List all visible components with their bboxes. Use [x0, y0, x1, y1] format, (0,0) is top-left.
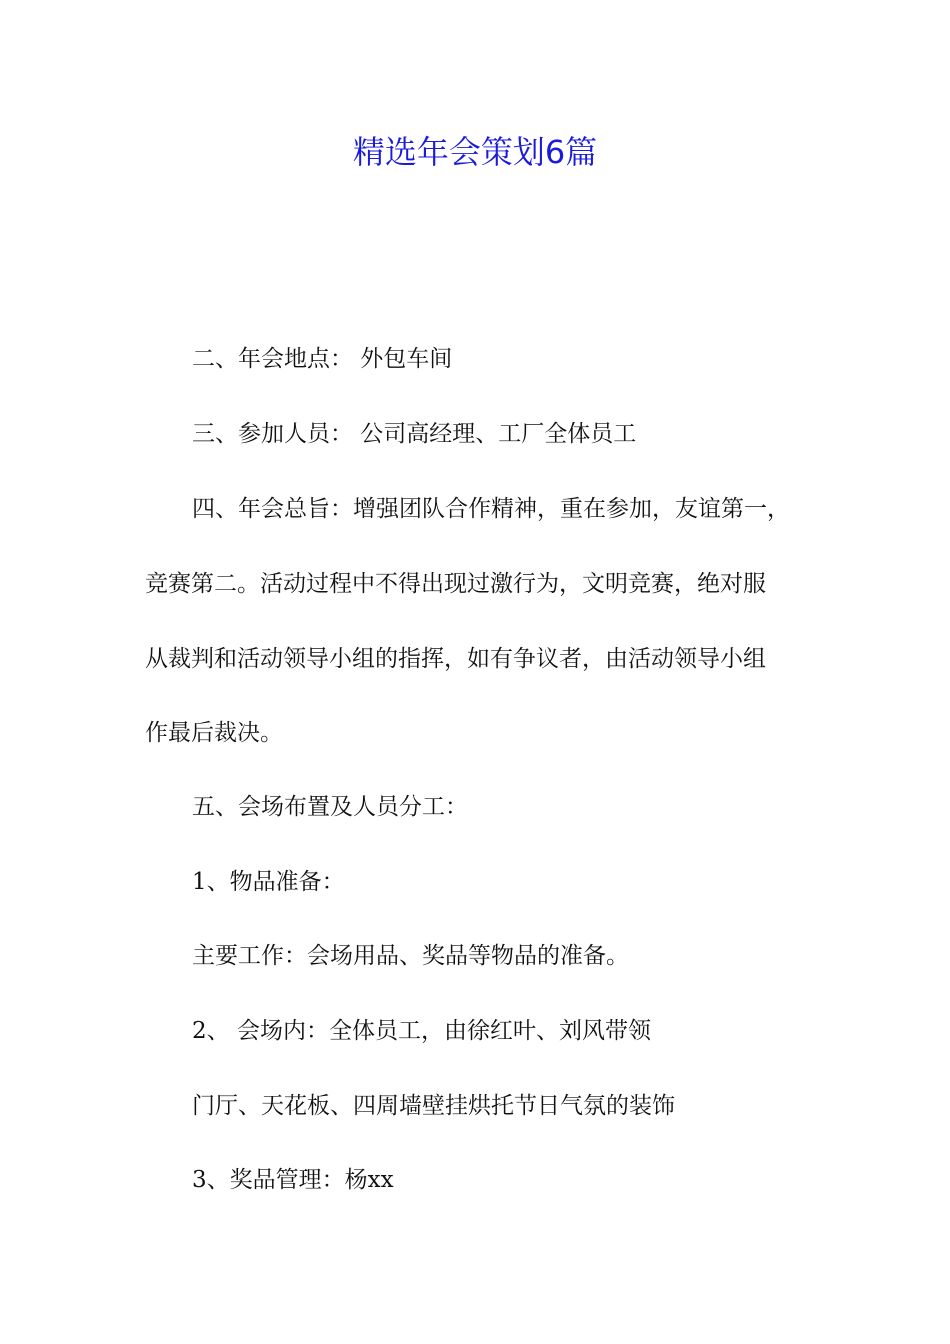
paragraph-line: 三、参加人员： 公司高经理、工厂全体员工: [192, 421, 637, 447]
paragraph-line: 主要工作：会场用品、奖品等物品的准备。: [192, 943, 629, 969]
paragraph-line: 四、年会总旨：增强团队合作精神，重在参加，友谊第一，: [192, 496, 790, 522]
paragraph-line: 1、物品准备：: [192, 869, 345, 895]
paragraph-line: 二、年会地点： 外包车间: [192, 346, 453, 372]
document-title: 精选年会策划6篇: [352, 133, 598, 171]
paragraph-line: 五、会场布置及人员分工：: [192, 794, 468, 820]
paragraph-line: 3、奖品管理：杨xx: [192, 1167, 394, 1193]
paragraph-line: 作最后裁决。: [145, 720, 283, 746]
paragraph-line: 竞赛第二。活动过程中不得出现过激行为，文明竞赛，绝对服: [145, 571, 766, 597]
paragraph-line: 2、 会场内：全体员工，由徐红叶、刘风带领: [192, 1018, 651, 1044]
paragraph-line: 从裁判和活动领导小组的指挥，如有争议者，由活动领导小组: [145, 646, 766, 672]
paragraph-line: 门厅、天花板、四周墙壁挂烘托节日气氛的装饰: [192, 1093, 675, 1119]
